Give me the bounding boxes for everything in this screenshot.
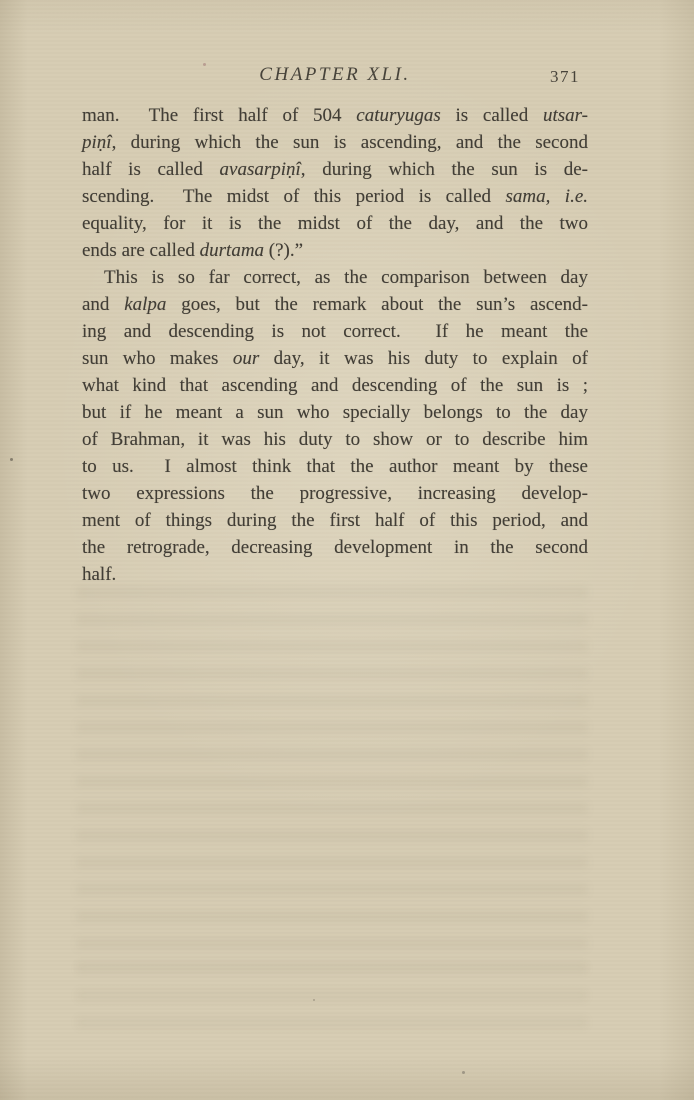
italic-text-segment: utsar-	[542, 105, 588, 126]
text-line	[82, 453, 588, 480]
text-line	[82, 291, 588, 318]
text-segment: day, it was his duty to explain of	[259, 348, 588, 369]
text-line	[82, 507, 588, 534]
text-segment: ment of things during the first half of this period, and	[82, 510, 588, 531]
text-segment: and	[82, 294, 125, 315]
text-line	[82, 561, 588, 588]
italic-text-segment: caturyugas	[356, 105, 441, 126]
text-segment: This is so far correct, as the comparison between day	[104, 267, 588, 288]
text-segment: two expressions the progressive, increasing develop-	[82, 483, 588, 504]
text-segment: half is called	[82, 159, 220, 180]
text-segment: what kind that ascending and descending of the sun is ;	[82, 375, 588, 396]
italic-text-segment: durtama	[199, 240, 265, 261]
text-line	[82, 480, 588, 507]
text-segment: sun who makes	[82, 348, 233, 369]
page-number: 371	[550, 67, 580, 86]
text-line	[82, 345, 588, 372]
text-segment: the retrograde, decreasing development in the second	[82, 537, 588, 558]
text-segment: , during which the sun is ascending, and the second	[111, 132, 588, 153]
text-segment: man. The first half of 504	[82, 105, 357, 126]
text-segment: scending. The midst of this period is called	[82, 186, 506, 207]
text-segment: ing and descending is not correct. If he meant the	[82, 321, 588, 342]
text-line	[82, 102, 588, 129]
italic-text-segment: piṇî	[82, 132, 112, 153]
paper-speck	[10, 458, 13, 461]
italic-text-segment: sama, i.e.	[505, 186, 588, 207]
text-line	[82, 426, 588, 453]
show-through-texture	[76, 586, 588, 968]
text-line	[82, 156, 588, 183]
page-header	[82, 64, 588, 92]
paper-speck	[313, 999, 315, 1001]
text-segment: to us. I almost think that the author meant by these	[82, 456, 588, 477]
text-segment: goes, but the remark about the sun’s ascend-	[166, 294, 588, 315]
text-segment: of Brahman, it was his duty to show or to describe him	[82, 429, 588, 450]
text-line	[82, 318, 588, 345]
chapter-heading: CHAPTER XLI.	[259, 64, 411, 85]
text-line	[82, 264, 588, 291]
text-segment: , during which the sun is de-	[300, 159, 588, 180]
text-line	[82, 399, 588, 426]
text-segment: (?).”	[264, 240, 304, 261]
text-line	[82, 129, 588, 156]
text-line	[82, 210, 588, 237]
text-line	[82, 534, 588, 561]
paper-speck	[462, 1071, 465, 1074]
text-line	[82, 372, 588, 399]
italic-text-segment: our	[232, 348, 260, 369]
text-line	[82, 237, 588, 264]
italic-text-segment: kalpa	[124, 294, 167, 315]
italic-text-segment: avasarpiṇî	[219, 159, 301, 180]
text-block	[82, 102, 588, 588]
text-segment: equality, for it is the midst of the day, and the two	[82, 213, 588, 234]
text-segment: half.	[82, 564, 117, 585]
show-through-texture	[76, 962, 588, 1034]
text-segment: but if he meant a sun who specially belongs to the day	[82, 402, 588, 423]
text-segment: is called	[440, 105, 543, 126]
text-segment: ends are called	[82, 240, 200, 261]
text-line	[82, 183, 588, 210]
